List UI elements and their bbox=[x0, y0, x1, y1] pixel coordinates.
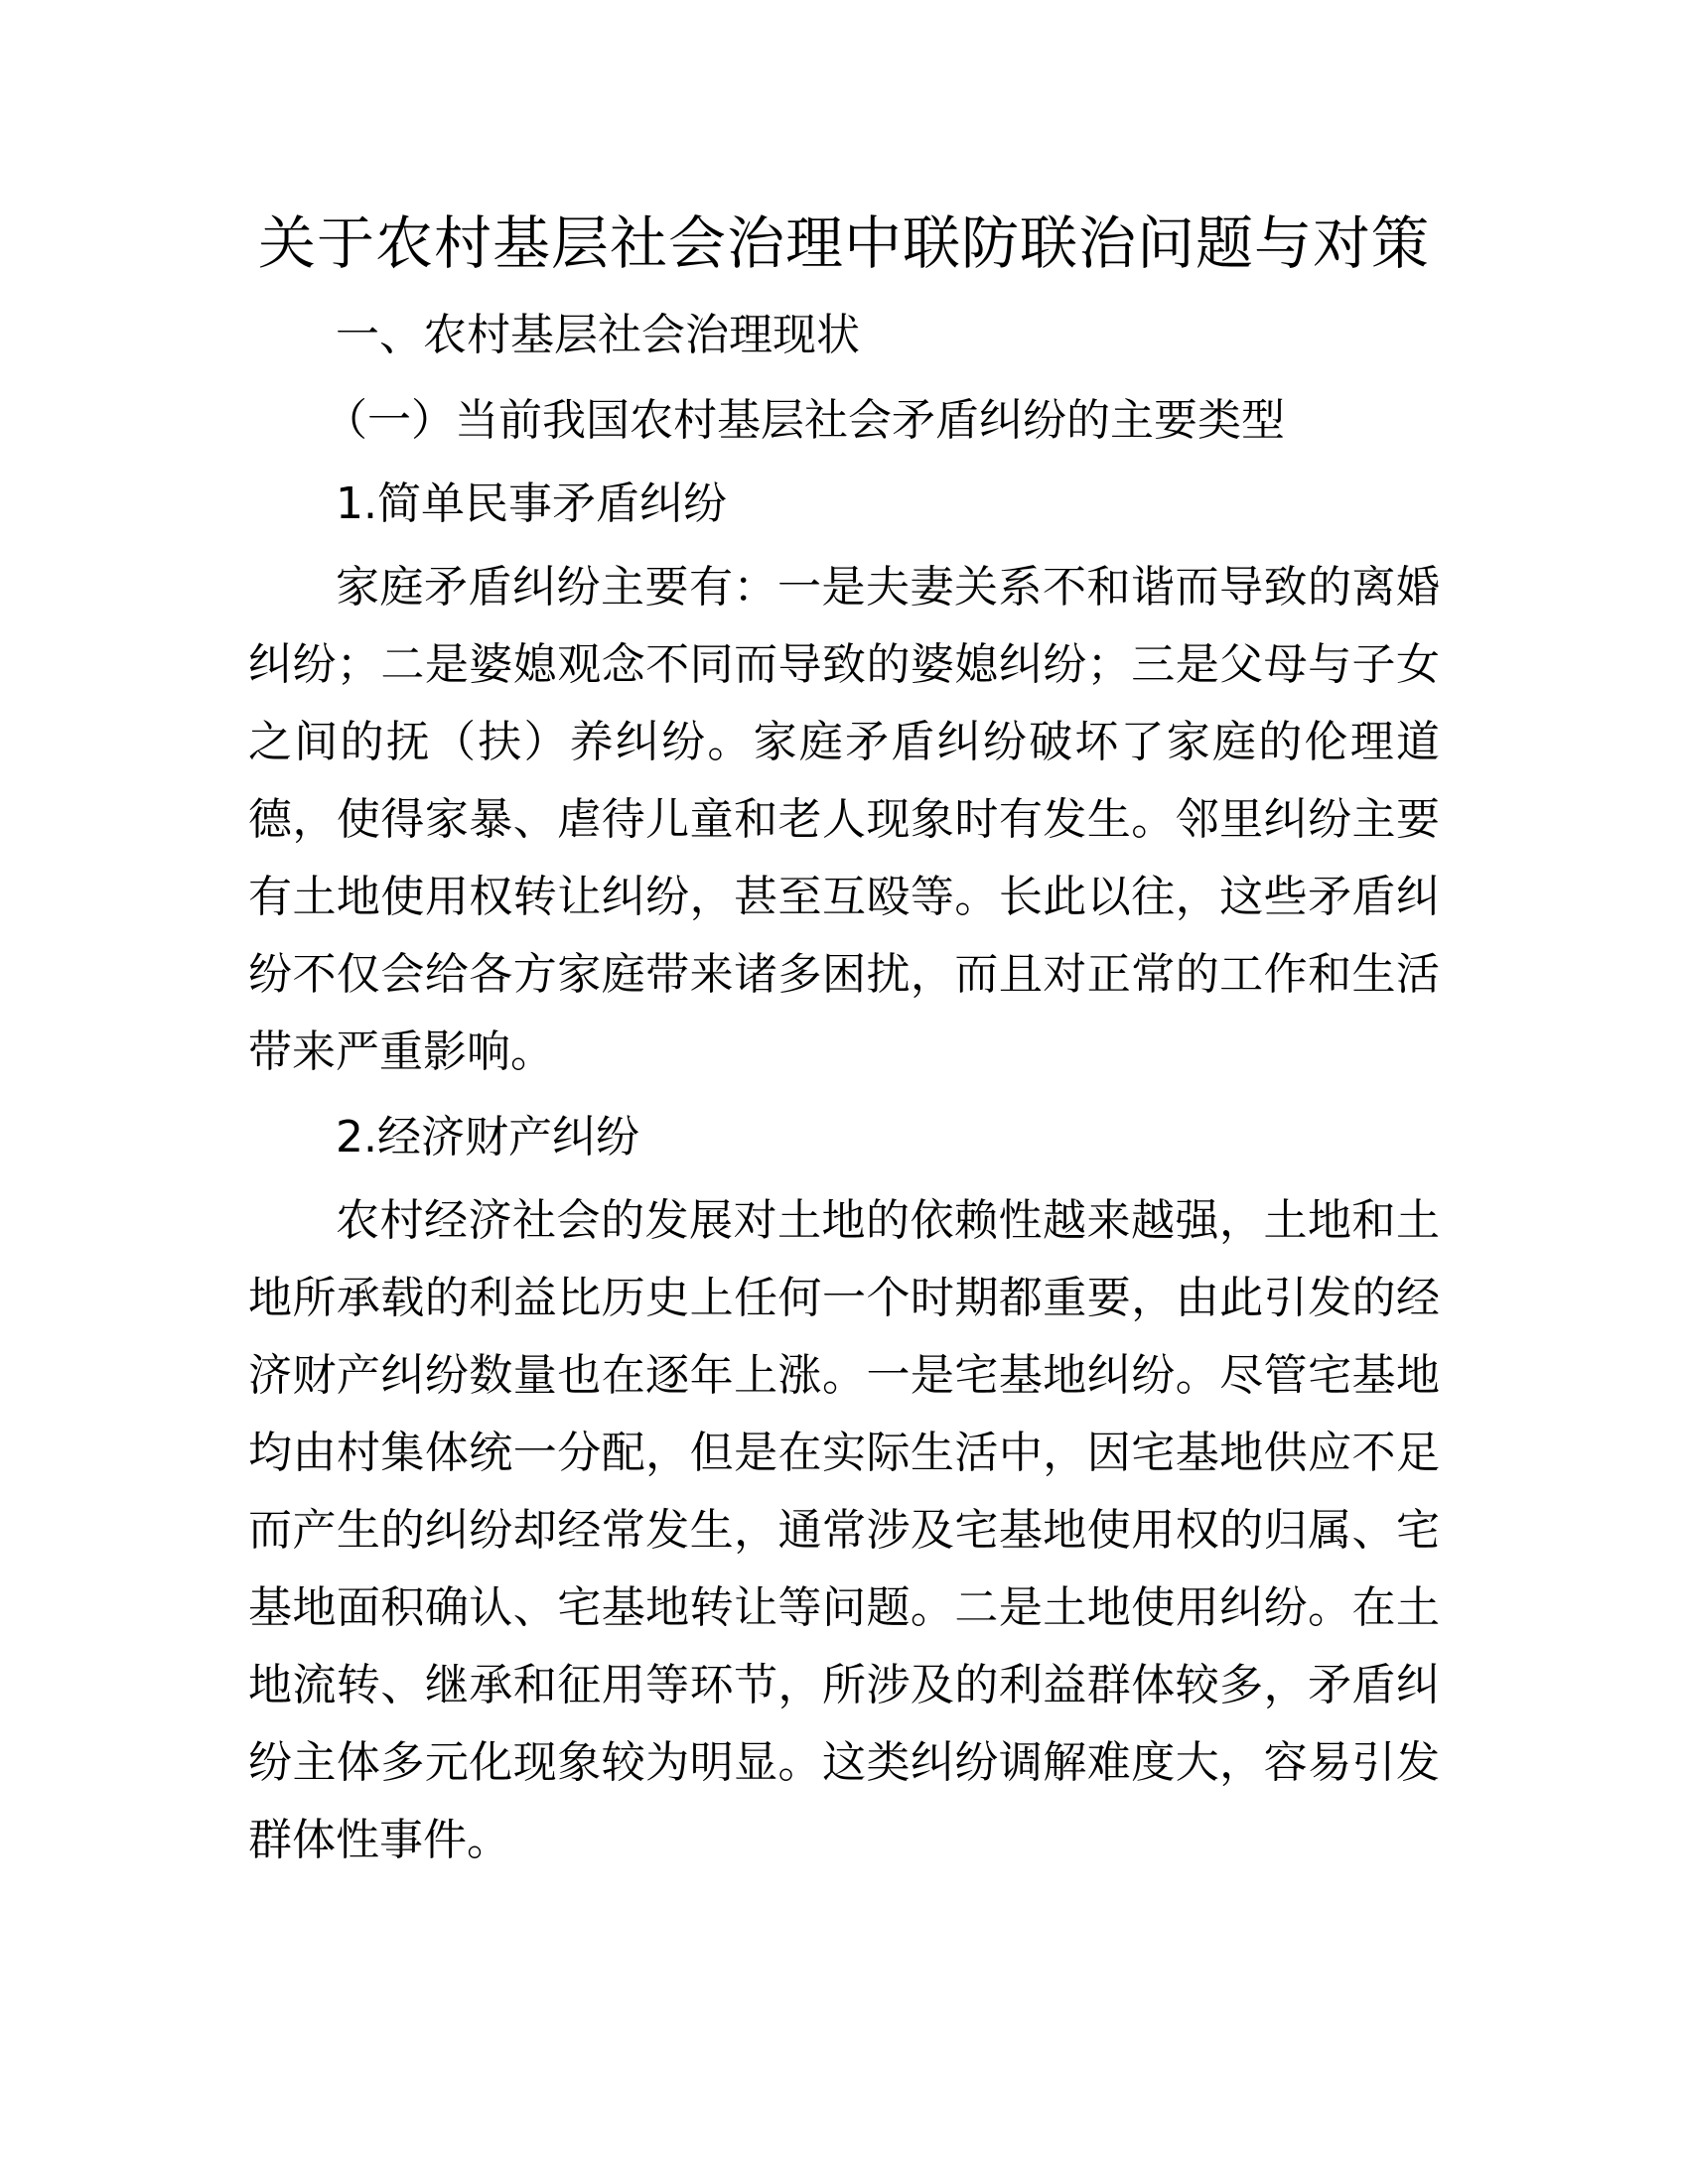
item-heading-1: 1.简单民事矛盾纠纷 bbox=[336, 478, 727, 529]
paragraph-line: 之间的抚（扶）养纠纷。家庭矛盾纠纷破坏了家庭的伦理道 bbox=[248, 717, 1440, 767]
paragraph-line: 家庭矛盾纠纷主要有：一是夫妻关系不和谐而导致的离婚 bbox=[336, 562, 1440, 613]
paragraph-line: 德，使得家暴、虐待儿童和老人现象时有发生。邻里纠纷主要 bbox=[248, 794, 1440, 845]
paragraph-line: 群体性事件。 bbox=[248, 1815, 510, 1865]
paragraph-line: 纷不仅会给各方家庭带来诸多困扰，而且对正常的工作和生活 bbox=[248, 949, 1440, 1000]
paragraph-line: 地流转、继承和征用等环节，所涉及的利益群体较多，矛盾纠 bbox=[248, 1660, 1440, 1710]
paragraph-line: 基地面积确认、宅基地转让等问题。二是土地使用纠纷。在土 bbox=[248, 1582, 1440, 1633]
paragraph-line: 农村经济社会的发展对土地的依赖性越来越强，土地和土 bbox=[336, 1195, 1440, 1246]
paragraph-line: 有土地使用权转让纠纷，甚至互殴等。长此以往，这些矛盾纠 bbox=[248, 872, 1440, 922]
paragraph-line: 纠纷；二是婆媳观念不同而导致的婆媳纠纷；三是父母与子女 bbox=[248, 639, 1440, 690]
document-title: 关于农村基层社会治理中联防联治问题与对策 bbox=[257, 209, 1430, 277]
paragraph-line: 带来严重影响。 bbox=[248, 1026, 554, 1077]
subsection-heading: （一）当前我国农村基层社会矛盾纠纷的主要类型 bbox=[324, 395, 1285, 446]
section-heading: 一、农村基层社会治理现状 bbox=[336, 310, 860, 360]
paragraph-line: 济财产纠纷数量也在逐年上涨。一是宅基地纠纷。尽管宅基地 bbox=[248, 1350, 1440, 1401]
paragraph-line: 地所承载的利益比历史上任何一个时期都重要，由此引发的经 bbox=[248, 1273, 1440, 1323]
paragraph-line: 均由村集体统一分配，但是在实际生活中，因宅基地供应不足 bbox=[248, 1428, 1440, 1478]
item-heading-2: 2.经济财产纠纷 bbox=[336, 1112, 639, 1162]
paragraph-line: 而产生的纠纷却经常发生，通常涉及宅基地使用权的归属、宅 bbox=[248, 1505, 1440, 1556]
paragraph-line: 纷主体多元化现象较为明显。这类纠纷调解难度大，容易引发 bbox=[248, 1737, 1440, 1788]
paragraph-2 bbox=[248, 1182, 1440, 1879]
paragraph-1 bbox=[248, 549, 1440, 1091]
document-page bbox=[248, 194, 1440, 1887]
